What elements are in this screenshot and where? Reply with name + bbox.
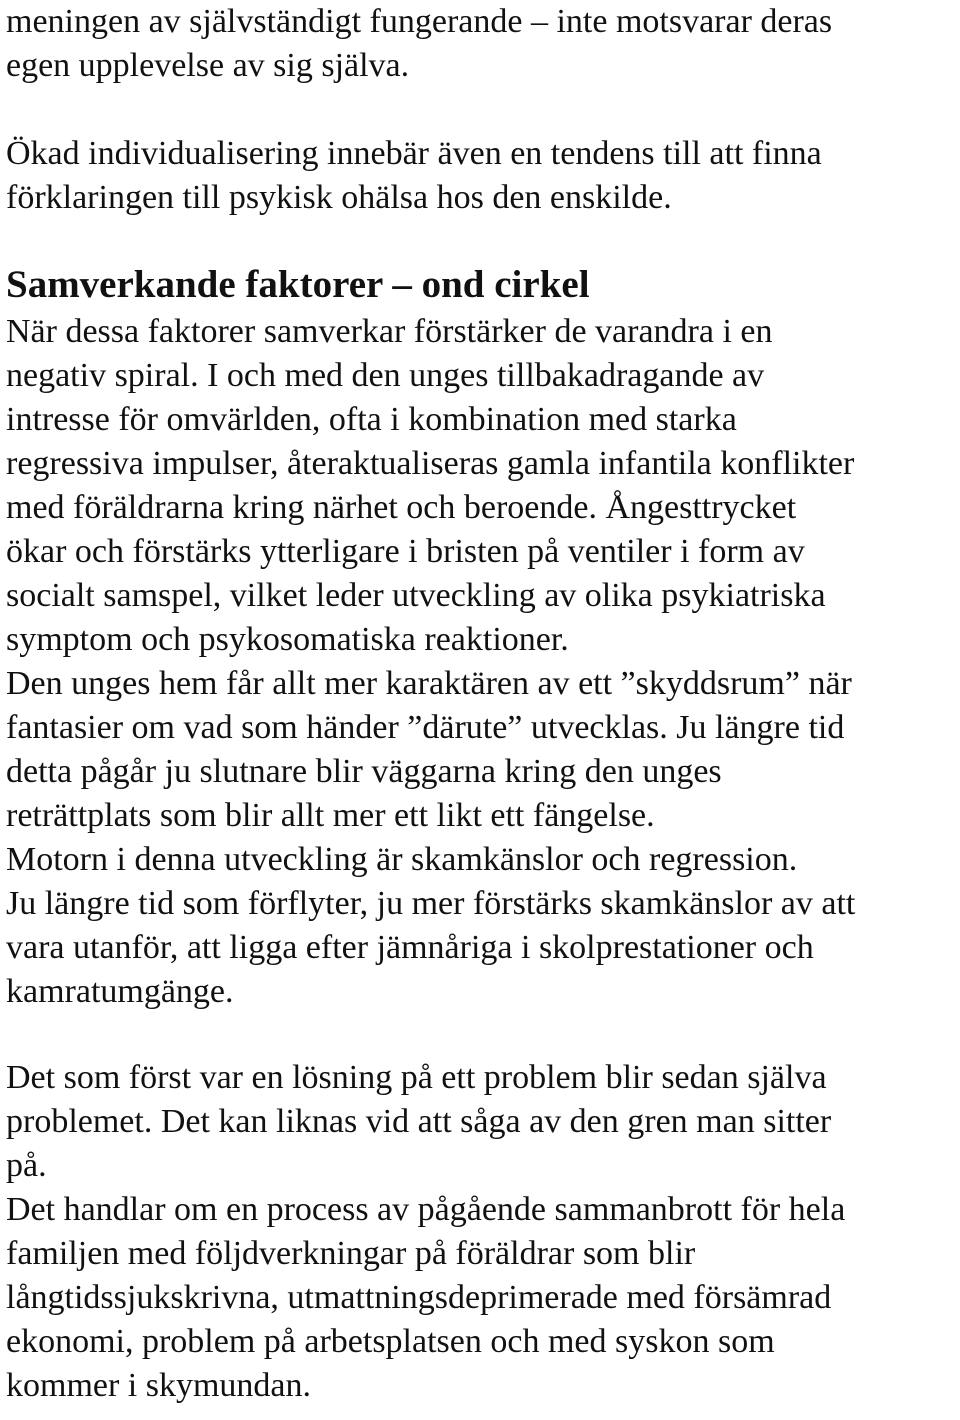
text-line: regressiva impulser, återaktualiseras gamla infantila konflikter: [6, 445, 855, 482]
text-line: familjen med följdverkningar på föräldrar som blir: [6, 1235, 696, 1272]
text-line: symptom och psykosomatiska reaktioner.: [6, 621, 569, 658]
paragraph-gap: [6, 220, 958, 260]
text-line: När dessa faktorer samverkar förstärker de varandra i en: [6, 313, 773, 350]
paragraph-vicious-circle: [6, 310, 958, 1014]
text-line: Ökad individualisering innebär även en tendens till att finna: [6, 135, 822, 172]
text-line: ekonomi, problem på arbetsplatsen och med syskon som: [6, 1323, 775, 1360]
text-line: kommer i skymundan.: [6, 1367, 312, 1404]
text-line: ökar och förstärks ytterligare i bristen på ventiler i form av: [6, 533, 805, 570]
paragraph-family-collapse: [6, 1056, 958, 1408]
text-line: meningen av självständigt fungerande – inte motsvarar deras: [6, 3, 833, 40]
text-line: reträttplats som blir allt mer ett likt ett fängelse.: [6, 797, 655, 834]
paragraph-individualization: [6, 132, 958, 220]
text-line: med föräldrarna kring närhet och beroende. Ångesttrycket: [6, 489, 797, 526]
text-line: långtidssjukskrivna, utmattningsdeprimerade med försämrad: [6, 1279, 832, 1316]
text-line: intresse för omvärlden, ofta i kombination med starka: [6, 401, 737, 438]
text-line: egen upplevelse av sig själva.: [6, 47, 410, 84]
text-line: problemet. Det kan liknas vid att såga av den gren man sitter: [6, 1103, 832, 1140]
text-line: vara utanför, att ligga efter jämnåriga i skolprestationer och: [6, 929, 814, 966]
section-heading: Samverkande faktorer – ond cirkel: [6, 263, 590, 306]
text-line: på.: [6, 1147, 47, 1184]
text-line: Det handlar om en process av pågående sammanbrott för hela: [6, 1191, 846, 1228]
text-line: detta pågår ju slutnare blir väggarna kring den unges: [6, 753, 722, 790]
text-line: förklaringen till psykisk ohälsa hos den enskilde.: [6, 179, 672, 216]
text-line: Den unges hem får allt mer karaktären av ett ”skyddsrum” när: [6, 665, 852, 702]
text-line: fantasier om vad som händer ”därute” utvecklas. Ju längre tid: [6, 709, 845, 746]
paragraph-gap: [6, 1014, 958, 1056]
paragraph-gap: [6, 88, 958, 132]
text-line: Motorn i denna utveckling är skamkänslor och regression.: [6, 841, 798, 878]
document-page: [6, 0, 958, 1408]
text-line: kamratumgänge.: [6, 973, 234, 1010]
text-line: negativ spiral. I och med den unges tillbakadragande av: [6, 357, 765, 394]
text-line: Det som först var en lösning på ett problem blir sedan själva: [6, 1059, 827, 1096]
text-line: socialt samspel, vilket leder utveckling av olika psykiatriska: [6, 577, 826, 614]
text-line: Ju längre tid som förflyter, ju mer förstärks skamkänslor av att: [6, 885, 856, 922]
paragraph-self-experience: [6, 0, 958, 88]
